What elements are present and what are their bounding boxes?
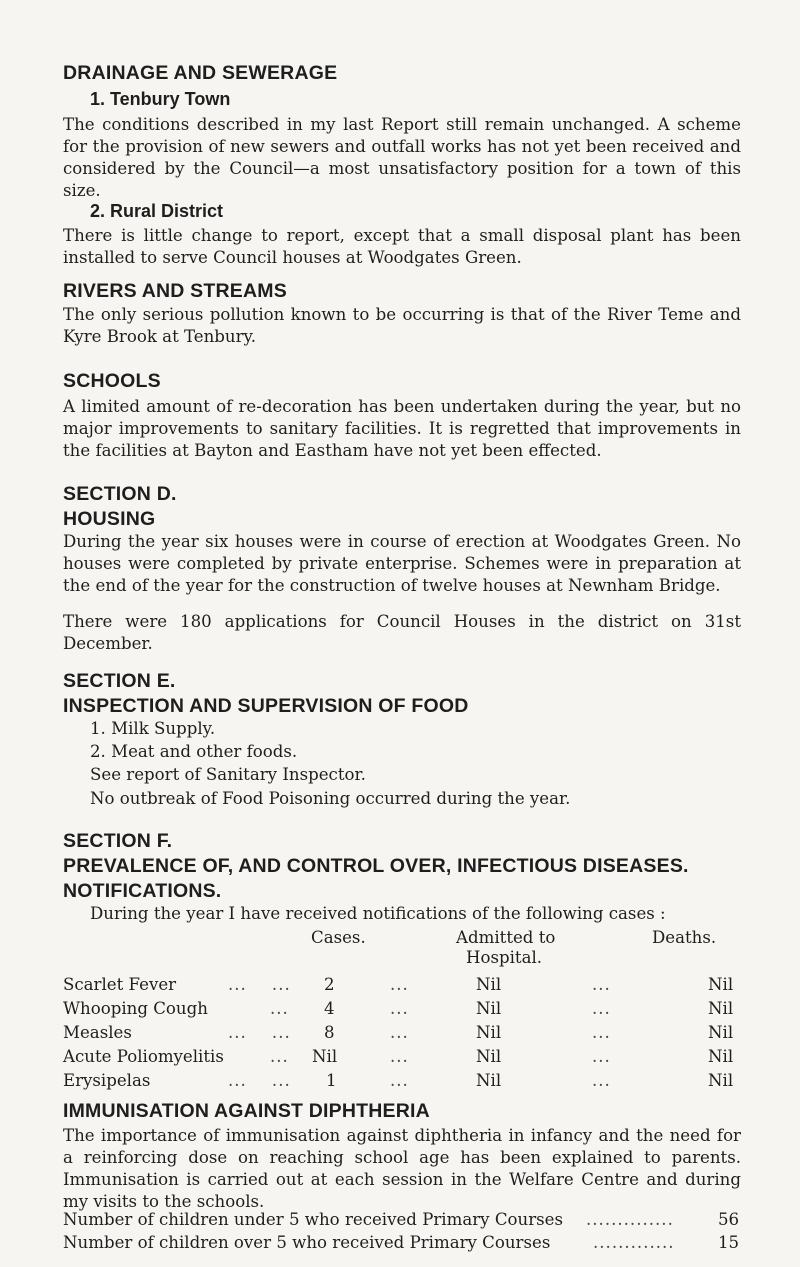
case-count: 8 [324, 1023, 335, 1042]
col-header-hospital: Hospital. [466, 948, 543, 967]
immunisation-heading: IMMUNISATION AGAINST DIPHTHERIA [63, 1100, 430, 1122]
stat-value: 15 [718, 1233, 740, 1252]
food-item-meat: 2. Meat and other foods. [90, 742, 298, 761]
col-header-admitted: Admitted to [456, 928, 556, 947]
disease-name: Scarlet Fever [63, 975, 177, 994]
drainage-heading: DRAINAGE AND SEWERAGE [63, 62, 338, 84]
leader-dots: ... ... [228, 1071, 291, 1090]
admitted-count: Nil [476, 1047, 502, 1066]
section-f-heading: SECTION F. [63, 830, 173, 852]
leader-dots: ... [390, 999, 409, 1018]
leader-dots: ... [592, 1071, 611, 1090]
disease-name: Whooping Cough [63, 999, 208, 1018]
food-item-milk: 1. Milk Supply. [90, 719, 216, 738]
stat-label: Number of children under 5 who received Primary Courses [63, 1210, 563, 1229]
tenbury-paragraph: The conditions described in my last Report still remain unchanged. A scheme for the provision of new sewers and outfall works has not yet been received and considered by the Council—a most unsatisfactory position for a town of this size. [63, 115, 741, 200]
leader-dots: ... ... [228, 975, 291, 994]
death-count: Nil [708, 975, 734, 994]
leader-dots: ... [592, 975, 611, 994]
leader-dots: ... [592, 999, 611, 1018]
leader-dots: ... [270, 999, 289, 1018]
leader-dots: ... [390, 975, 409, 994]
rural-heading: 2. Rural District [90, 201, 224, 221]
housing-paragraph-1: During the year six houses were in course of erection at Woodgates Green. No houses were completed by private enterprise. Schemes were in preparation at the end of the year for the construction of twelve houses at Newnham Bridge. [63, 532, 741, 595]
admitted-count: Nil [476, 1023, 502, 1042]
case-count: Nil [312, 1047, 338, 1066]
leader-dots: ... [592, 1023, 611, 1042]
leader-dots: ............. [593, 1233, 675, 1252]
death-count: Nil [708, 1047, 734, 1066]
rivers-paragraph: The only serious pollution known to be occurring is that of the River Teme and Kyre Brook at Tenbury. [63, 305, 741, 346]
leader-dots: ... [390, 1071, 409, 1090]
disease-name: Acute Poliomyelitis [63, 1047, 224, 1066]
leader-dots: .............. [586, 1210, 674, 1229]
housing-heading: HOUSING [63, 508, 156, 530]
admitted-count: Nil [476, 999, 502, 1018]
case-count: 2 [324, 975, 335, 994]
admitted-count: Nil [476, 1071, 502, 1090]
food-see-report: See report of Sanitary Inspector. [90, 765, 366, 784]
rivers-heading: RIVERS AND STREAMS [63, 280, 287, 302]
rural-paragraph: There is little change to report, except that a small disposal plant has been installed to serve Council houses at Woodgates Green. [63, 226, 741, 267]
leader-dots: ... ... [228, 1023, 291, 1042]
stat-value: 56 [718, 1210, 740, 1229]
case-count: 4 [324, 999, 335, 1018]
schools-paragraph: A limited amount of re-decoration has been undertaken during the year, but no major improvements to sanitary facilities. It is regretted that improvements in the facilities at Bayton and Eastham have not yet been effected. [63, 397, 741, 460]
col-header-deaths: Deaths. [652, 928, 717, 947]
leader-dots: ... [270, 1047, 289, 1066]
death-count: Nil [708, 999, 734, 1018]
leader-dots: ... [390, 1047, 409, 1066]
stat-label: Number of children over 5 who received Primary Courses [63, 1233, 551, 1252]
leader-dots: ... [592, 1047, 611, 1066]
housing-paragraph-2: There were 180 applications for Council Houses in the district on 31st December. [63, 612, 741, 653]
infectious-diseases-heading: PREVALENCE OF, AND CONTROL OVER, INFECTIOUS DISEASES. [63, 855, 689, 877]
case-count: 1 [326, 1071, 337, 1090]
leader-dots: ... [390, 1023, 409, 1042]
admitted-count: Nil [476, 975, 502, 994]
col-header-cases: Cases. [311, 928, 366, 947]
section-d-heading: SECTION D. [63, 483, 177, 505]
section-e-heading: SECTION E. [63, 670, 176, 692]
notifications-heading: NOTIFICATIONS. [63, 880, 222, 902]
notifications-intro: During the year I have received notifications of the following cases : [90, 904, 666, 923]
death-count: Nil [708, 1071, 734, 1090]
immunisation-paragraph: The importance of immunisation against diphtheria in infancy and the need for a reinforcing dose on reaching school age has been explained to parents. Immunisation is carried out at each session in the Welfare Centre and during my visits to the schools. [63, 1126, 741, 1211]
tenbury-heading: 1. Tenbury Town [90, 89, 231, 109]
food-heading: INSPECTION AND SUPERVISION OF FOOD [63, 695, 469, 717]
schools-heading: SCHOOLS [63, 370, 161, 392]
death-count: Nil [708, 1023, 734, 1042]
disease-name: Erysipelas [63, 1071, 151, 1090]
food-poisoning-note: No outbreak of Food Poisoning occurred during the year. [90, 789, 571, 808]
disease-name: Measles [63, 1023, 132, 1042]
